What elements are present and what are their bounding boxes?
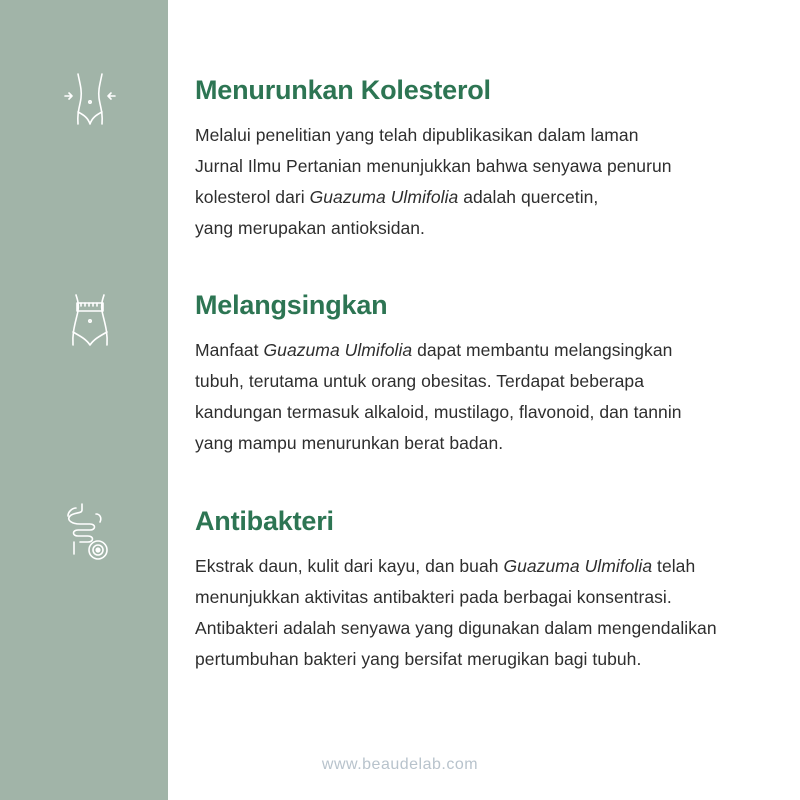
intestine-icon — [60, 502, 120, 562]
body-line: Melalui penelitian yang telah dipublikasikan dalam laman — [195, 125, 639, 145]
section-body — [195, 120, 785, 244]
footer-url: www.beaudelab.com — [321, 756, 479, 773]
waist-slim-icon — [60, 68, 120, 128]
measuring-tape-waist-icon — [60, 289, 120, 349]
section-title: Antibakteri — [195, 506, 334, 536]
body-line: tubuh, terutama untuk orang obesitas. Terdapat beberapa — [195, 371, 644, 391]
section-body — [195, 551, 785, 675]
body-line: Jurnal Ilmu Pertanian menunjukkan bahwa senyawa penurun — [195, 156, 672, 176]
section-title: Melangsingkan — [195, 290, 388, 320]
section-body — [195, 335, 785, 459]
body-line: kandungan termasuk alkaloid, mustilago, flavonoid, dan tannin — [195, 402, 682, 422]
section-title: Menurunkan Kolesterol — [195, 75, 491, 105]
body-line: Ekstrak daun, kulit dari kayu, dan buah Guazuma Ulmifolia telah — [195, 556, 696, 576]
section-melangsingkan — [195, 289, 785, 459]
body-line: kolesterol dari Guazuma Ulmifolia adalah quercetin, — [195, 187, 599, 207]
body-line: Antibakteri adalah senyawa yang digunakan dalam mengendalikan — [195, 618, 717, 638]
body-line: Manfaat Guazuma Ulmifolia dapat membantu melangsingkan — [195, 340, 673, 360]
body-line: pertumbuhan bakteri yang bersifat merugikan bagi tubuh. — [195, 649, 642, 669]
body-line: yang merupakan antioksidan. — [195, 218, 425, 238]
sidebar-panel — [0, 0, 168, 800]
body-line: menunjukkan aktivitas antibakteri pada berbagai konsentrasi. — [195, 587, 672, 607]
section-antibakteri — [195, 505, 785, 675]
body-line: yang mampu menurunkan berat badan. — [195, 433, 504, 453]
section-kolesterol — [195, 74, 785, 244]
